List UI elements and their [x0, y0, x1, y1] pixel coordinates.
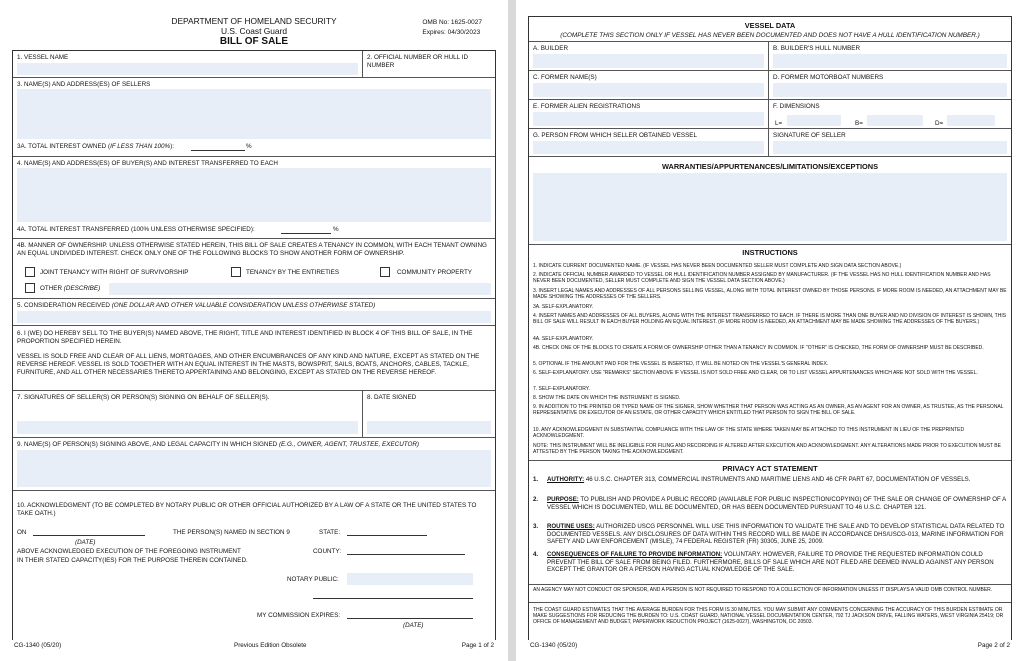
row-burden — [529, 603, 1011, 641]
form-title: BILL OF SALE — [219, 36, 289, 47]
interest-transferred-field[interactable] — [281, 225, 331, 234]
prior-owner-label: G. PERSON FROM WHICH SELLER OBTAINED VESSEL — [533, 132, 697, 139]
instruction-4b: 4B. CHECK ONE OF THE BLOCKS TO CREATE A FORM OF OWNERSHIP OTHER THAN A TENANCY IN COMMON. IF "OTHER" IS CHECKED, THE FORM OF OWNERSHIP MUST BE DESCRIBED. — [533, 345, 984, 351]
consideration-label: 5. CONSIDERATION RECEIVED (ONE DOLLAR AND OTHER VALUABLE CONSIDERATION UNLESS OTHERWISE STATED) — [17, 302, 376, 309]
buyers-field[interactable] — [17, 168, 491, 222]
on-label: ON — [17, 529, 27, 536]
other-ownership-field[interactable] — [109, 283, 491, 295]
notary-field[interactable] — [347, 573, 473, 585]
omb-control-note: AN AGENCY MAY NOT CONDUCT OR SPONSOR, AND A PERSON IS NOT REQUIRED TO RESPOND TO A COLLECTION OF INFORMATION UNLESS IT DISPLAYS A VALID OMB CONTROL NUMBER. — [533, 587, 993, 593]
row-sellers — [13, 78, 495, 157]
bill-of-sale-form — [12, 50, 496, 640]
page-number: Page 1 of 2 — [461, 642, 494, 649]
interest-owned-field[interactable] — [191, 142, 245, 151]
department-name: DEPARTMENT OF HOMELAND SECURITY — [171, 16, 337, 26]
sellers-field[interactable] — [17, 89, 491, 139]
interest-owned-label: 3A. TOTAL INTEREST OWNED (IF LESS THAN 100%): — [17, 143, 175, 150]
breadth-label: B= — [855, 120, 863, 127]
signatures-cell — [13, 391, 363, 437]
ack-date-caption: (DATE) — [75, 539, 96, 546]
signer-capacity-field[interactable] — [17, 450, 491, 487]
edition-note: Previous Edition Obsolete — [234, 642, 307, 649]
motorboat-numbers-label: D. FORMER MOTORBOAT NUMBERS — [773, 74, 884, 81]
instructions-title: INSTRUCTIONS — [742, 248, 798, 257]
sale-statement-text: 6. I (WE) DO HEREBY SELL TO THE BUYER(S) NAMED ABOVE, THE RIGHT, TITLE AND INTEREST IDENTIFIED IN BLOCK 4 OF THIS BILL OF SALE, IN THE PROPORTION SPECIFIED HEREIN. — [17, 330, 473, 345]
row-prior-owner — [529, 129, 1011, 157]
interest-transferred-label: 4A. TOTAL INTEREST TRANSFERRED (100% UNLESS OTHERWISE SPECIFIED): — [17, 226, 255, 233]
row-signer-capacity — [13, 438, 495, 491]
vessel-data-title: VESSEL DATA — [744, 21, 796, 30]
instruction-2: 2. INDICATE OFFICIAL NUMBER AWARDED TO VESSEL OR HULL IDENTIFICATION NUMBER ASSIGNED BY MANUFACTURER. (IF THE VESSEL HAS NO HULL IDENTIFICATION NUMBER AND HAS NEVER BEEN DOCUMENTED, SELLER MUST COMPLETE AND SIGN THE VESSEL DATA SECTION ABOVE.) — [533, 272, 991, 285]
instruction-3: 3. INSERT LEGAL NAMES AND ADDRESSES OF ALL PERSONS SELLING VESSEL, ALONG WITH TOTAL INTEREST OWNED BY THOSE PERSONS. IF MORE ROOM IS NEEDED, AN ATTACHMENT MAY BE MADE SHOWING THE ADDRESSES OF THE SELLERS. — [533, 288, 1007, 301]
free-and-clear-text: VESSEL IS SOLD FREE AND CLEAR OF ALL LIENS, MORTGAGES, AND OTHER ENCUMBRANCES OF ANY KIND AND NATURE, EXCEPT AS STATED ON THE REVERSE HEREOF. VESSEL IS SOLD TOGETHER WITH AN EQUAL INTEREST IN THE MASTS, BOWSPRIT, SAILS, BOATS, ANCHORS, CABLES, TACKLE, FURNITURE, AND ALL OTHER NECESSARIES THERETO APPERTAINING AND BELONGING, EXCEPT AS STATED ON THE REVERSE HEREOF. — [17, 353, 480, 376]
row-warranties — [529, 157, 1011, 245]
former-names-field[interactable] — [533, 83, 764, 97]
date-signed-field[interactable] — [367, 421, 491, 434]
persons-named-label: THE PERSON(S) NAMED IN SECTION 9 — [173, 529, 290, 536]
row-consideration — [13, 299, 495, 326]
instruction-4: 4. INSERT NAMES AND ADDRESSES OF ALL BUYERS, ALONG WITH THE INTEREST TRANSFERRED TO EACH. IF THERE IS MORE THAN ONE BUYER AND NO DIVISION OF INTEREST IS SHOWN, THIS BILL OF SALE WILL RESULT IN EACH BUYER HOLDING AN EQUAL INTEREST. (IF MORE ROOM IS NEEDED, AN ATTACHMENT MAY BE MADE SHOWING THE ADDRESSES OF THE BUYERS.) — [533, 313, 1007, 326]
privacy-routine-uses: 3. ROUTINE USES: AUTHORIZED USCG PERSONNEL WILL USE THIS INFORMATION TO VALIDATE THE SALE AND TO DEVELOP STATISTICAL DATA RELATED TO DOCUMENTED VESSELS. ANY DISCLOSURES OF DATA WITHIN THIS RECORD WILL BE MADE IN ACCORDANCE DHS/USCG-013, MARINE INFORMATION FOR SAFETY AND LAW ENFORCEMENT (MISLE), 74 FEDERAL REGISTER (FR) 30305, JUNE 25, 2009. — [533, 523, 1005, 546]
stated-capacity-text: IN THEIR STATED CAPACITY(IES) FOR THE PURPOSE THEREIN CONTAINED. — [17, 557, 248, 564]
official-number-cell — [363, 51, 495, 77]
former-names-cell — [529, 71, 769, 99]
omb-expires: Expires: 04/30/2023 — [422, 29, 481, 36]
entireties-checkbox[interactable] — [231, 267, 241, 277]
form-header — [12, 14, 496, 50]
other-ownership-label: OTHER (DESCRIBE) — [40, 285, 101, 292]
instruction-10: 10. ANY ACKNOWLEDGMENT IN SUBSTANTIAL COMPLIANCE WITH THE LAW OF THE STATE WHERE TAKEN MAY BE ATTACHED TO THIS INSTRUMENT IN LIEU OF THE PREPRINTED ACKNOWLEDGMENT. — [533, 427, 965, 440]
privacy-authority: 1. AUTHORITY: 46 U.S.C. CHAPTER 313, COMMERCIAL INSTRUMENTS AND MARITIME LIENS AND 46 CFR PART 67, DOCUMENTATION OF VESSELS. — [533, 476, 971, 483]
page1-footer — [12, 642, 496, 652]
depth-label: D= — [935, 120, 944, 127]
row-builder — [529, 42, 1011, 71]
vessel-data-form — [528, 16, 1012, 640]
county-field[interactable] — [347, 546, 465, 555]
row-sale-statement — [13, 326, 495, 391]
vessel-name-cell — [13, 51, 363, 77]
alien-registrations-cell — [529, 100, 769, 128]
former-names-label: C. FORMER NAME(S) — [533, 74, 597, 81]
page2-footer — [528, 642, 1012, 652]
vessel-data-subtitle: (COMPLETE THIS SECTION ONLY IF VESSEL HAS NEVER BEEN DOCUMENTED AND DOES NOT HAVE A HULL IDENTIFICATION NUMBER.) — [560, 32, 980, 39]
notary-signature-line[interactable] — [313, 590, 473, 599]
instruction-4a: 4A. SELF-EXPLANATORY. — [533, 336, 594, 342]
form-number-2: CG-1340 (05/20) — [530, 642, 578, 649]
bill-of-sale-page-2 — [516, 0, 1024, 661]
seller-signature-field[interactable] — [773, 141, 1007, 154]
length-label: L= — [775, 120, 783, 127]
omb-block — [422, 18, 482, 38]
warranties-field[interactable] — [533, 173, 1007, 241]
commission-expires-label: MY COMMISSION EXPIRES: — [257, 612, 341, 619]
privacy-purpose: 2. PURPOSE: TO PUBLISH AND PROVIDE A PUBLIC RECORD (AVAILABLE FOR PUBLIC INSPECTION/COPYING) OF THE SALE OR CHANGE OF OWNERSHIP OF A VESSEL WHICH IS DOCUMENTED, WILL BE DOCUMENTED, OR HAS BEEN DOCUMENTED PURSUANT TO 46 U.S.C. CHAPTER 121. — [533, 496, 1006, 511]
official-number-label: 2. OFFICIAL NUMBER OR HULL ID NUMBER — [367, 54, 468, 69]
builder-cell — [529, 42, 769, 70]
builder-field[interactable] — [533, 54, 764, 68]
interest-owned-unit: % — [246, 143, 252, 150]
row-vessel — [13, 51, 495, 78]
joint-tenancy-checkbox[interactable] — [25, 267, 35, 277]
instruction-7: 7. SELF-EXPLANATORY. — [533, 386, 590, 392]
interest-transferred-unit: % — [333, 226, 339, 233]
form-number: CG-1340 (05/20) — [14, 642, 62, 649]
commission-expires-field[interactable] — [347, 610, 473, 619]
community-property-label: COMMUNITY PROPERTY — [397, 269, 472, 276]
instruction-9: 9. IN ADDITION TO THE PRINTED OR TYPED NAME OF THE SIGNER, SHOW WHETHER THAT PERSON WAS ACTING AS AN OWNER, AS AN AGENT FOR AN OWNER, AS TRUSTEE, AS THE PERSONAL REPRESENTATIVE OR EXECUTOR OF AN ESTATE, OR OTHER CAPACITY WHICH ENTITLED THAT PERSON TO SIGN THE BILL OF SALE. — [533, 404, 1004, 417]
row-ownership — [13, 239, 495, 299]
hull-number-field[interactable] — [773, 54, 1007, 68]
instruction-1: 1. INDICATE CURRENT DOCUMENTED NAME. (IF VESSEL HAS NEVER BEEN DOCUMENTED SELLER MUST COMPLETE AND SIGN DATA SECTION ABOVE.) — [533, 263, 902, 269]
builder-label: A. BUILDER — [533, 45, 568, 52]
privacy-consequences: 4. CONSEQUENCES OF FAILURE TO PROVIDE INFORMATION: VOLUNTARY. HOWEVER, FAILURE TO PROVIDE THE REQUESTED INFORMATION COULD PREVENT THE BILL OF SALE FROM BEING FILED. FURTHERMORE, BILLS OF SALE WHICH ARE NOT FILED ARE DEEMED INVALID AGAINST ANY PERSON EXCEPT THE GRANTOR OR A PERSON HAVING ACTUAL KNOWLEDGE OF THE SALE. — [533, 551, 994, 574]
length-field[interactable] — [787, 115, 841, 126]
row-instructions — [529, 245, 1011, 461]
buyers-label: 4. NAME(S) AND ADDRESS(ES) OF BUYER(S) AND INTEREST TRANSFERRED TO EACH — [17, 160, 278, 167]
dimensions-label: F. DIMENSIONS — [773, 103, 820, 110]
row-privacy-act — [529, 461, 1011, 585]
burden-estimate-note: THE COAST GUARD ESTIMATES THAT THE AVERAGE BURDEN FOR THIS FORM IS 30 MINUTES. YOU MAY SUBMIT ANY COMMENTS CONCERNING THE ACCURACY OF THIS BURDEN ESTIMATE OR MAKE SUGGESTIONS FOR REDUCING THE BURDEN TO: U.S. COAST GUARD, NATIONAL VESSEL DOCUMENTATION CENTER, 792 TJ JACKSON DRIVE, FALLING WATERS, WEST VIRGINIA 25419; OR OFFICE OF MANAGEMENT AND BUDGET, PAPERWORK REDUCTION PROJECT (1625-0027), WASHINGTON, DC 20503. — [533, 607, 1004, 626]
acknowledged-execution-text: ABOVE ACKNOWLEDGED EXECUTION OF THE FOREGOING INSTRUMENT — [17, 548, 241, 555]
date-signed-label: 8. DATE SIGNED — [367, 394, 417, 401]
date-signed-cell — [363, 391, 495, 437]
depth-field[interactable] — [947, 115, 995, 126]
prior-owner-field[interactable] — [533, 141, 764, 154]
warranties-title: WARRANTIES/APPURTENANCES/LIMITATIONS/EXCEPTIONS — [661, 162, 879, 171]
state-label: STATE: — [319, 529, 341, 536]
row-former-names — [529, 71, 1011, 100]
state-field[interactable] — [347, 527, 427, 536]
row-buyers — [13, 157, 495, 239]
consideration-field[interactable] — [17, 311, 491, 323]
signatures-field[interactable] — [17, 421, 358, 434]
commission-date-caption: (DATE) — [403, 622, 424, 629]
row-omb-note — [529, 585, 1011, 603]
vessel-name-label: 1. VESSEL NAME — [17, 54, 69, 61]
bill-of-sale-page-1 — [0, 0, 508, 661]
row-acknowledgment — [13, 491, 495, 641]
joint-tenancy-label: JOINT TENANCY WITH RIGHT OF SURVIVORSHIP — [40, 269, 189, 276]
hull-number-cell — [769, 42, 1011, 70]
signatures-label: 7. SIGNATURES OF SELLER(S) OR PERSON(S) SIGNING ON BEHALF OF SELLER(S). — [17, 394, 270, 401]
community-property-checkbox[interactable] — [380, 267, 390, 277]
acknowledgment-text: 10. ACKNOWLEDGMENT (TO BE COMPLETED BY NOTARY PUBLIC OR OTHER OFFICIAL AUTHORIZED BY A LAW OF A STATE OR THE UNITED STATES TO TAKE OATH.) — [17, 502, 477, 517]
seller-signature-label: SIGNATURE OF SELLER — [773, 132, 846, 139]
page-number-2: Page 2 of 2 — [977, 642, 1010, 649]
entireties-label: TENANCY BY THE ENTIRETIES — [246, 269, 340, 276]
motorboat-numbers-cell — [769, 71, 1011, 99]
row-signatures — [13, 391, 495, 438]
instruction-note: NOTE: THIS INSTRUMENT WILL BE INELIGIBLE FOR FILING AND RECORDING IF ALTERED AFTER EXECUTION AND ACKNOWLEDGMENT. ANY ALTERATIONS MADE PRIOR TO EXECUTION MUST BE ATTESTED BY THE PERSON TAKING THE ACKNOWLEDGMENT. — [533, 443, 1001, 456]
dimensions-cell — [769, 100, 1011, 128]
alien-registrations-field[interactable] — [533, 112, 764, 126]
instruction-3a: 3A. SELF-EXPLANATORY. — [533, 304, 594, 310]
omb-number: OMB No: 1625-0027 — [422, 19, 482, 26]
instruction-5: 5. OPTIONAL IF THE AMOUNT PAID FOR THE VESSEL IS INSERTED, IT WILL BE NOTED ON THE VESSEL'S GENERAL INDEX. — [533, 361, 829, 367]
row-alien-dimensions — [529, 100, 1011, 129]
other-ownership-checkbox[interactable] — [25, 283, 35, 293]
prior-owner-cell — [529, 129, 769, 156]
seller-signature-cell — [769, 129, 1011, 156]
instruction-6: 6. SELF-EXPLANATORY. USE "REMARKS" SECTION ABOVE IF VESSEL IS NOT SOLD FREE AND CLEAR, OR TO LIST VESSEL APPURTENANCES WHICH ARE NOT SOLD WITH THE VESSEL. — [533, 370, 978, 376]
vessel-name-field[interactable] — [17, 63, 358, 75]
breadth-field[interactable] — [867, 115, 923, 126]
county-label: COUNTY: — [313, 548, 341, 555]
ack-date-field[interactable] — [33, 527, 145, 536]
privacy-title: PRIVACY ACT STATEMENT — [722, 464, 818, 473]
alien-registrations-label: E. FORMER ALIEN REGISTRATIONS — [533, 103, 641, 110]
notary-label: NOTARY PUBLIC: — [287, 576, 339, 583]
ownership-text: 4B. MANNER OF OWNERSHIP. UNLESS OTHERWISE STATED HEREIN, THIS BILL OF SALE CREATES A TENANCY IN COMMON, WITH EACH TENANT OWNING AN EQUAL UNDIVIDED INTEREST. CHECK ONLY ONE OF THE FOLLOWING BLOCKS TO SHOW ANOTHER FORM OF OWNERSHIP. — [17, 242, 487, 257]
sellers-label: 3. NAME(S) AND ADDRESS(ES) OF SELLERS — [17, 81, 151, 88]
vessel-data-header — [529, 17, 1011, 42]
signer-capacity-label: 9. NAME(S) OF PERSON(S) SIGNING ABOVE, AND LEGAL CAPACITY IN WHICH SIGNED (E.G., OWNER, AGENT, TRUSTEE, EXECUTOR) — [17, 441, 420, 448]
instruction-8: 8. SHOW THE DATE ON WHICH THE INSTRUMENT IS SIGNED. — [533, 395, 681, 401]
motorboat-numbers-field[interactable] — [773, 83, 1007, 97]
agency-name: U.S. Coast Guard — [220, 26, 288, 36]
hull-number-label: B. BUILDER'S HULL NUMBER — [773, 45, 861, 52]
